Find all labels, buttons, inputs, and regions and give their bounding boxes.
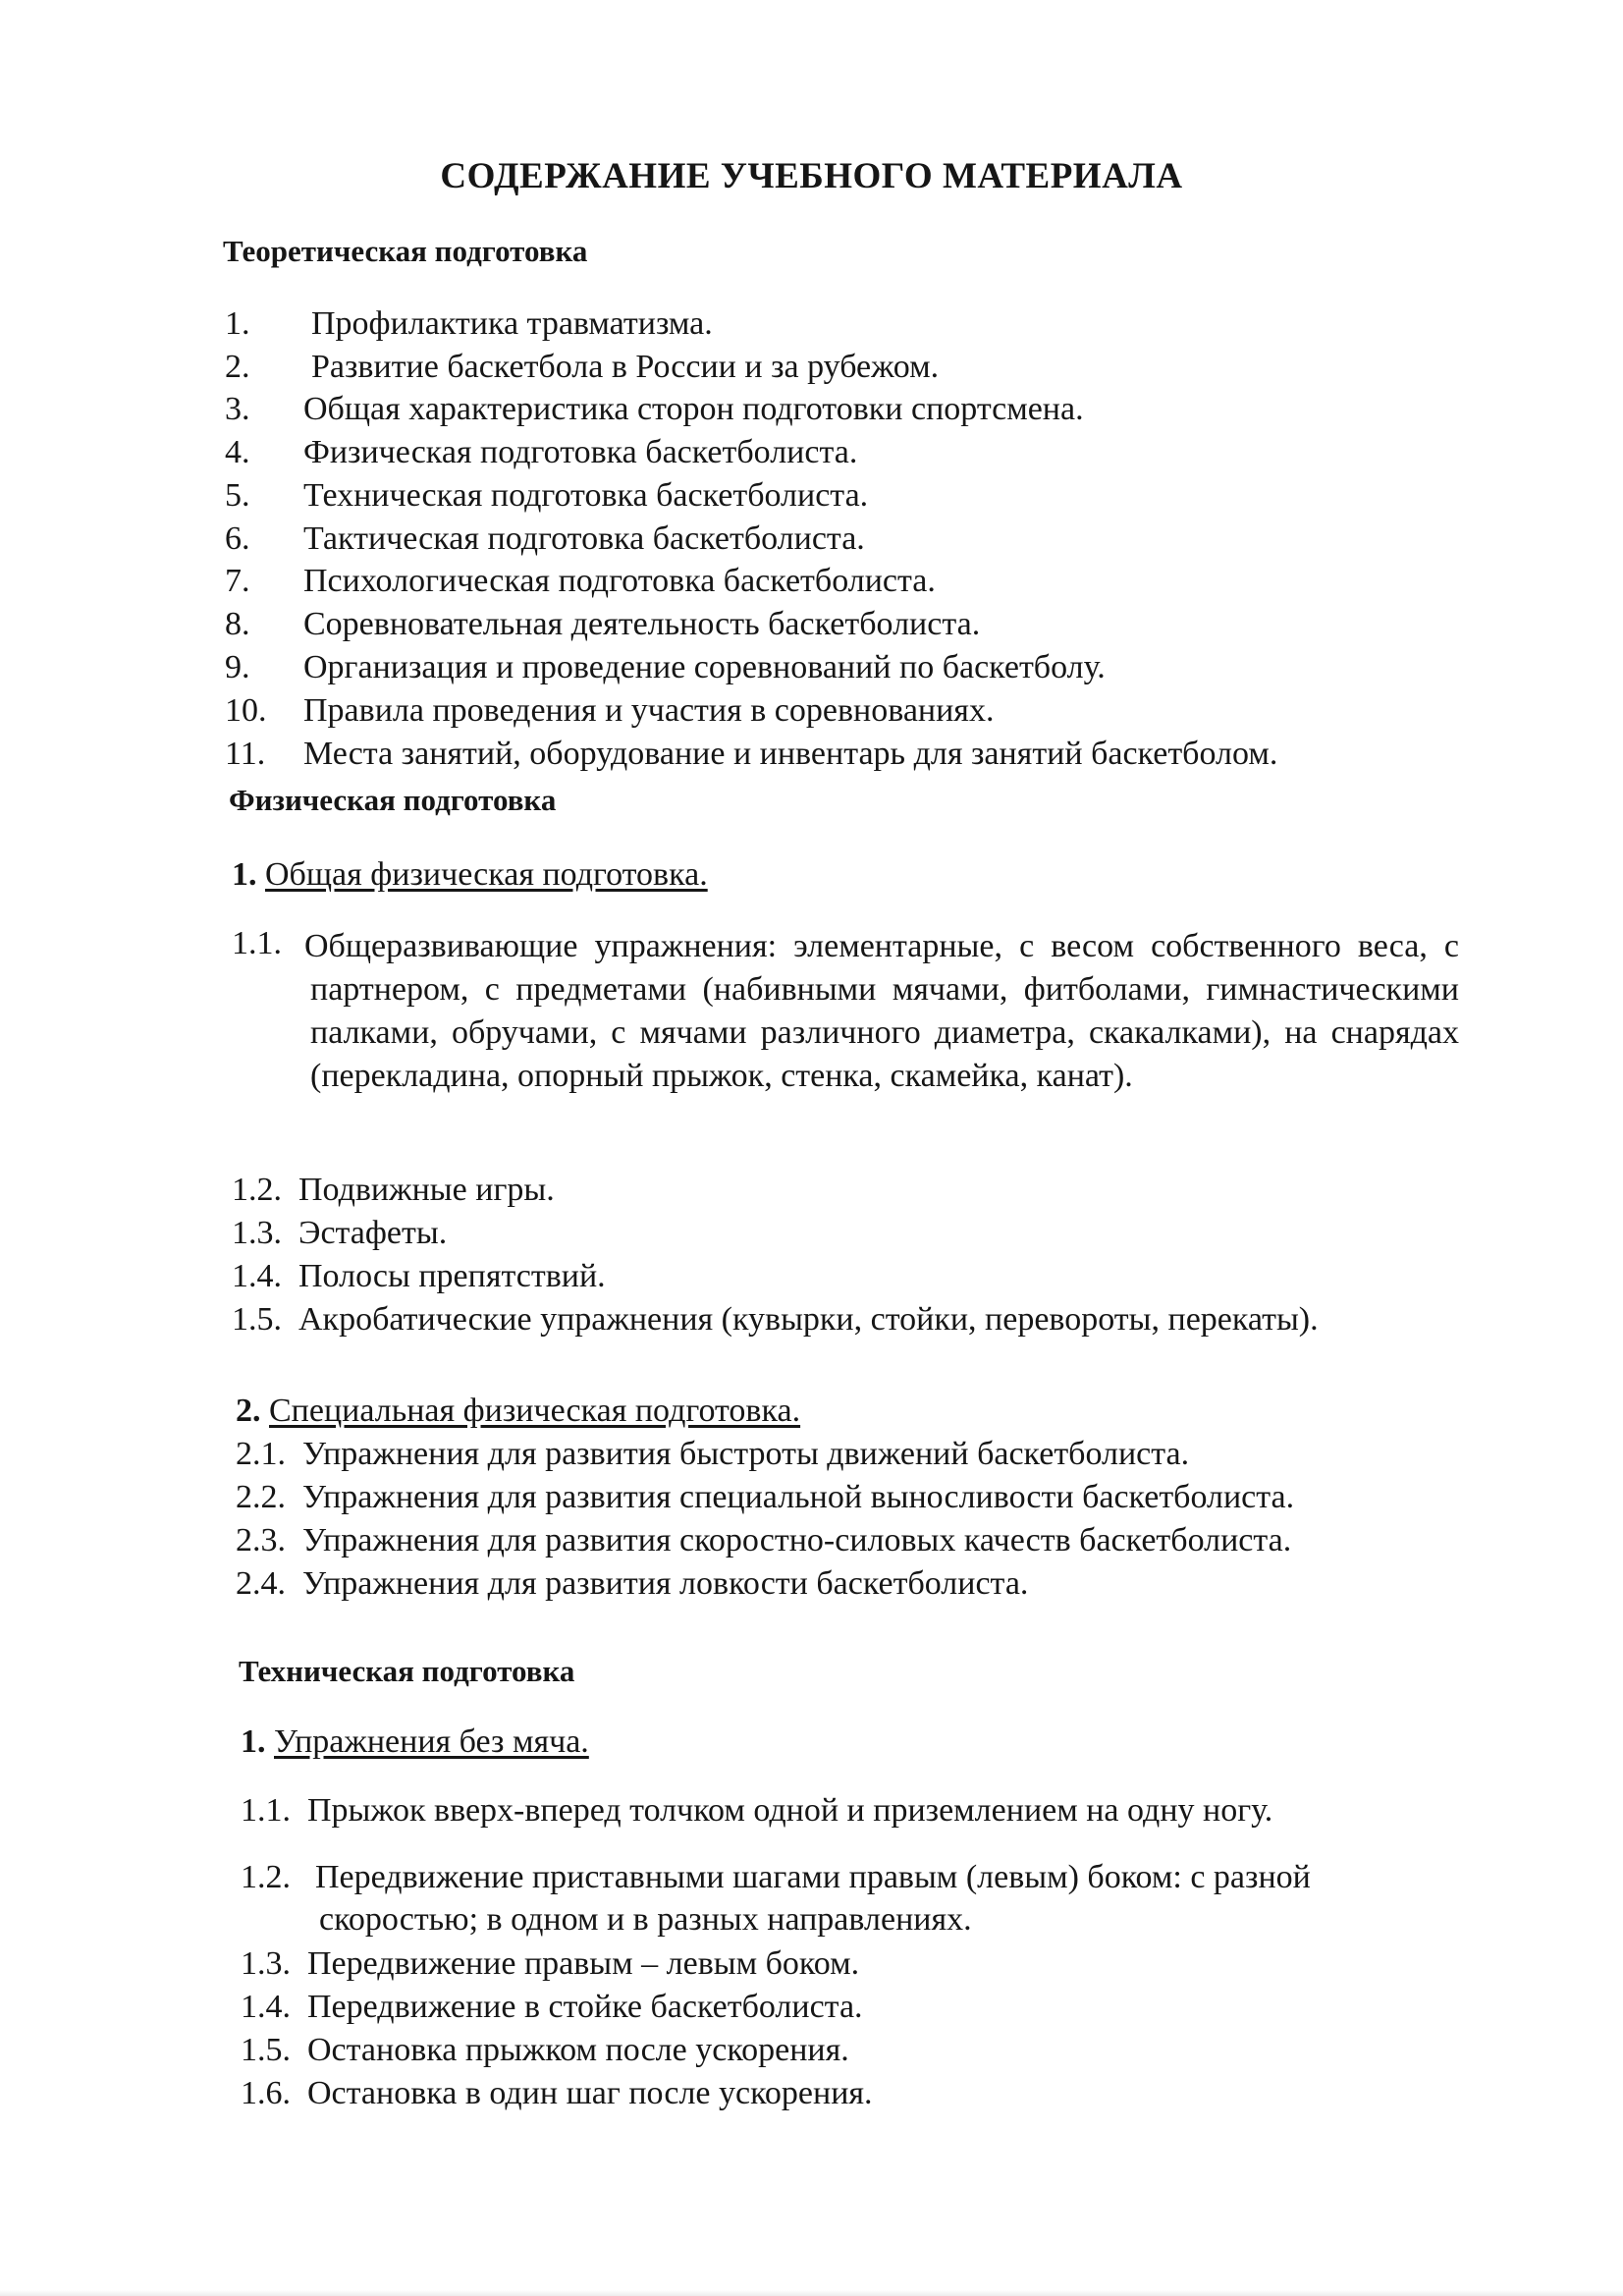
list-item bbox=[225, 736, 1277, 773]
list-item bbox=[225, 477, 868, 515]
list-item bbox=[232, 1172, 555, 1209]
section-heading-theory: Теоретическая подготовка bbox=[223, 234, 588, 268]
item-number: 1.5. bbox=[232, 1301, 282, 1338]
item-text: Упражнения для развития ловкости баскетболиста. bbox=[302, 1565, 1029, 1602]
item-number: 1.3. bbox=[241, 1945, 291, 1982]
item-text: Передвижение приставными шагами правым (левым) боком: с разной bbox=[315, 1859, 1311, 1895]
item-text: Упражнения для развития специальной выносливости баскетболиста. bbox=[302, 1479, 1295, 1515]
list-item bbox=[225, 649, 1106, 686]
list-item bbox=[225, 563, 936, 600]
item-text: Прыжок вверх-вперед толчком одной и приземлением на одну ногу. bbox=[307, 1792, 1273, 1829]
item-number: 2.1. bbox=[236, 1436, 286, 1472]
item-text: Психологическая подготовка баскетболиста. bbox=[303, 563, 936, 599]
item-text: Подвижные игры. bbox=[298, 1172, 555, 1208]
subsection-title: Специальная физическая подготовка. bbox=[269, 1393, 801, 1429]
section-heading-physical: Физическая подготовка bbox=[229, 783, 557, 817]
item-number: 2.4. bbox=[236, 1565, 286, 1602]
list-item bbox=[225, 305, 713, 343]
item-text: Остановка прыжком после ускорения. bbox=[307, 2032, 849, 2068]
item-text: Физическая подготовка баскетболиста. bbox=[303, 434, 858, 470]
item-number: 8. bbox=[225, 606, 250, 642]
item-text: Тактическая подготовка баскетболиста. bbox=[303, 520, 865, 557]
subsection-title: Упражнения без мяча. bbox=[274, 1723, 589, 1760]
item-number: 1.6. bbox=[241, 2075, 291, 2111]
subsection-number: 2. bbox=[236, 1393, 261, 1429]
item-number: 1.3. bbox=[232, 1215, 282, 1251]
list-item bbox=[225, 391, 1084, 428]
item-number: 1.2. bbox=[241, 1859, 291, 1895]
list-item bbox=[232, 1258, 606, 1295]
list-item-text-paragraph: Общеразвивающие упражнения: элементарные, с весом собственного веса, с партнером, с предметами (набивными мячами, фитболами, гимнастическими палками, обручами, с мячами различного диаметра, скакалками), на снарядах (перекладина, опорный прыжок, стенка, скамейка, канат). bbox=[304, 928, 1459, 1094]
scan-bottom-edge bbox=[0, 2290, 1623, 2296]
subsection-number: 1. bbox=[232, 856, 257, 893]
item-number: 7. bbox=[225, 563, 250, 599]
item-text: Передвижение правым – левым боком. bbox=[307, 1945, 860, 1982]
item-text: Упражнения для развития скоростно-силовых качеств баскетболиста. bbox=[302, 1522, 1292, 1558]
list-item bbox=[236, 1479, 1294, 1516]
subsection-number: 1. bbox=[241, 1723, 266, 1760]
item-text: Остановка в один шаг после ускорения. bbox=[307, 2075, 873, 2111]
item-text: Общая характеристика сторон подготовки спортсмена. bbox=[303, 391, 1084, 427]
item-number: 1.4. bbox=[232, 1258, 282, 1294]
list-item bbox=[232, 1215, 447, 1252]
item-number: 4. bbox=[225, 434, 250, 470]
document-title: СОДЕРЖАНИЕ УЧЕБНОГО МАТЕРИАЛА bbox=[440, 156, 1183, 196]
item-number: 1.5. bbox=[241, 2032, 291, 2068]
section-heading-technical: Техническая подготовка bbox=[239, 1654, 575, 1688]
list-item bbox=[225, 434, 857, 471]
list-item-number: 1.1. bbox=[232, 925, 282, 961]
list-item bbox=[232, 1301, 1319, 1339]
item-text: Развитие баскетбола в России и за рубежом. bbox=[311, 349, 940, 385]
item-number: 11. bbox=[225, 736, 266, 772]
item-text: Профилактика травматизма. bbox=[311, 305, 713, 342]
list-item bbox=[236, 1522, 1291, 1559]
item-text: Полосы препятствий. bbox=[298, 1258, 606, 1294]
list-item bbox=[241, 2075, 873, 2112]
item-number: 2.2. bbox=[236, 1479, 286, 1515]
item-number: 1.1. bbox=[241, 1792, 291, 1829]
list-item bbox=[225, 692, 994, 730]
list-item bbox=[236, 1436, 1189, 1473]
item-number: 1.4. bbox=[241, 1989, 291, 2025]
item-number: 9. bbox=[225, 649, 250, 685]
list-item bbox=[225, 349, 939, 386]
item-text: Места занятий, оборудование и инвентарь для занятий баскетболом. bbox=[303, 736, 1278, 772]
item-text: Соревновательная деятельность баскетболиста. bbox=[303, 606, 981, 642]
subsection-heading-special bbox=[236, 1393, 800, 1430]
list-item bbox=[241, 1792, 1272, 1830]
list-item bbox=[241, 1859, 1311, 1896]
subsection-heading-general bbox=[232, 856, 708, 894]
item-text: Акробатические упражнения (кувырки, стойки, перевороты, перекаты). bbox=[298, 1301, 1319, 1338]
item-text: Правила проведения и участия в соревнованиях. bbox=[303, 692, 995, 729]
list-item bbox=[241, 2032, 849, 2069]
item-text: Организация и проведение соревнований по баскетболу. bbox=[303, 649, 1106, 685]
item-number: 6. bbox=[225, 520, 250, 557]
item-text: Техническая подготовка баскетболиста. bbox=[303, 477, 869, 514]
list-item bbox=[241, 1989, 863, 2026]
item-number: 5. bbox=[225, 477, 250, 514]
subsection-heading-no-ball bbox=[241, 1723, 589, 1761]
item-number: 2. bbox=[225, 349, 250, 385]
subsection-title: Общая физическая подготовка. bbox=[265, 856, 708, 893]
item-number: 1. bbox=[225, 305, 250, 342]
item-number: 10. bbox=[225, 692, 267, 729]
list-item bbox=[225, 606, 980, 643]
list-item-continuation: скоростью; в одном и в разных направлениях. bbox=[319, 1901, 972, 1938]
item-text: Упражнения для развития быстроты движений баскетболиста. bbox=[302, 1436, 1190, 1472]
item-number: 2.3. bbox=[236, 1522, 286, 1558]
list-item bbox=[225, 520, 865, 558]
list-item bbox=[241, 1945, 859, 1983]
item-text: Эстафеты. bbox=[298, 1215, 448, 1251]
item-number: 1.2. bbox=[232, 1172, 282, 1208]
list-item bbox=[236, 1565, 1028, 1603]
item-text: Передвижение в стойке баскетболиста. bbox=[307, 1989, 863, 2025]
item-number: 3. bbox=[225, 391, 250, 427]
